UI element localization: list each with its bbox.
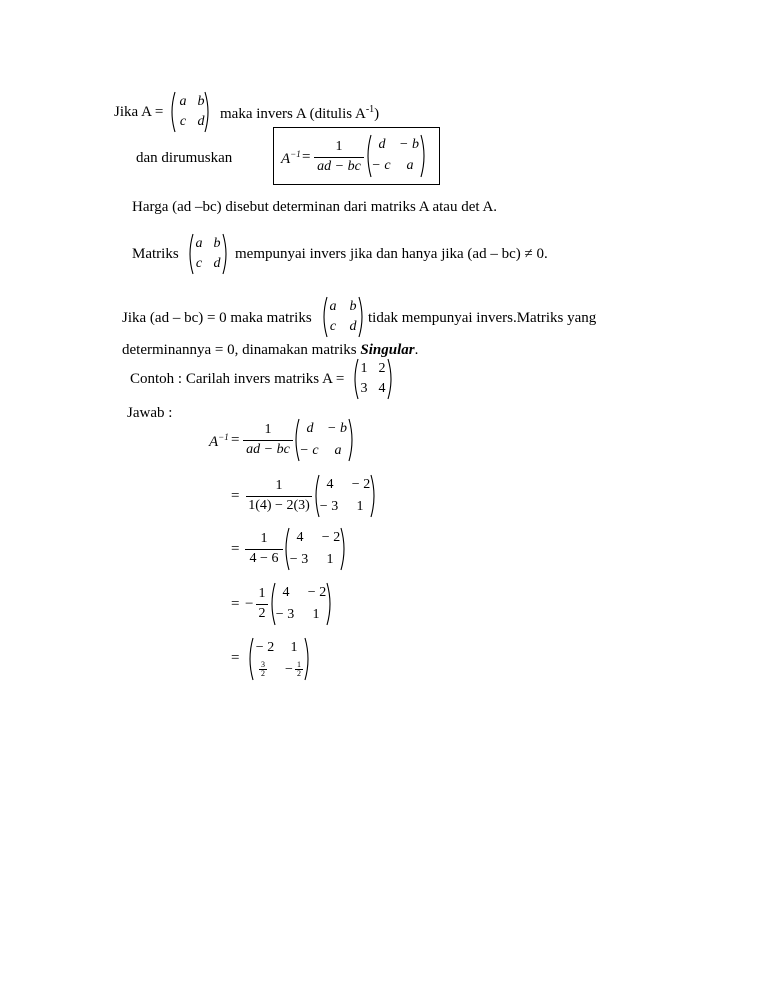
step4-equals: = bbox=[231, 596, 240, 612]
step1-lhs: $A^{-1}$ bbox=[209, 432, 229, 450]
step3-equals: = bbox=[231, 541, 240, 557]
result-frac-1-2: 1 2 bbox=[297, 660, 301, 678]
harga-text: Harga (ad –bc) disebut determinan dari matriks A atau det A. bbox=[132, 199, 498, 215]
step2-equals: = bbox=[231, 488, 240, 504]
jika-zero-text: Jika (ad – bc) = 0 maka matriks bbox=[122, 310, 312, 326]
determinannya-text: determinannya = 0, dinamakan matriks Singular. bbox=[122, 342, 419, 358]
matriks-label: Matriks bbox=[132, 246, 179, 262]
step4-matrix: 4 − 2 − 3 1 bbox=[268, 582, 334, 626]
formula-fraction: 1 ad − bc bbox=[314, 138, 364, 176]
step2-matrix: 4 − 2 − 3 1 bbox=[312, 474, 378, 518]
example-matrix: 1 2 3 4 bbox=[351, 358, 395, 400]
formula-matrix: d − b − c a bbox=[364, 134, 428, 178]
step3-fraction: 1 4 − 6 bbox=[245, 530, 283, 568]
step1-equals: = bbox=[231, 432, 240, 448]
matrix-abcd-1: a b c d bbox=[168, 91, 212, 133]
formula-equals: = bbox=[302, 149, 311, 165]
step1-matrix: d − b − c a bbox=[292, 418, 356, 462]
step3-matrix: 4 − 2 − 3 1 bbox=[282, 527, 348, 571]
step2-fraction: 1 1(4) − 2(3) bbox=[246, 477, 312, 515]
result-matrix: − 2 1 3 2 − 1 2 bbox=[246, 637, 312, 681]
jika-a-label: Jika A = bbox=[114, 104, 164, 120]
tidak-text: tidak mempunyai invers.Matriks yang bbox=[368, 310, 597, 326]
step5-equals: = bbox=[231, 650, 240, 666]
result-frac-3-2: 3 2 bbox=[261, 660, 265, 678]
contoh-text: Contoh : Carilah invers matriks A = bbox=[130, 371, 345, 387]
formula-lhs: $A^{-1}$ bbox=[281, 149, 301, 167]
mempunyai-text: mempunyai invers jika dan hanya jika (ad – bc) ≠ 0. bbox=[235, 246, 548, 262]
maka-invers-text: maka invers A (ditulis $A^{-1}$) bbox=[220, 104, 380, 122]
step1-fraction: 1 ad − bc bbox=[243, 421, 293, 459]
jawab-label: Jawab : bbox=[127, 405, 173, 421]
singular-term: Singular bbox=[360, 342, 415, 358]
step4-minus: − bbox=[245, 596, 254, 612]
matrix-abcd-3: a b c d bbox=[320, 296, 366, 338]
step4-fraction: 1 2 bbox=[256, 585, 268, 623]
matrix-abcd-2: a b c d bbox=[186, 233, 230, 275]
dan-dirumuskan-label: dan dirumuskan bbox=[136, 150, 233, 166]
